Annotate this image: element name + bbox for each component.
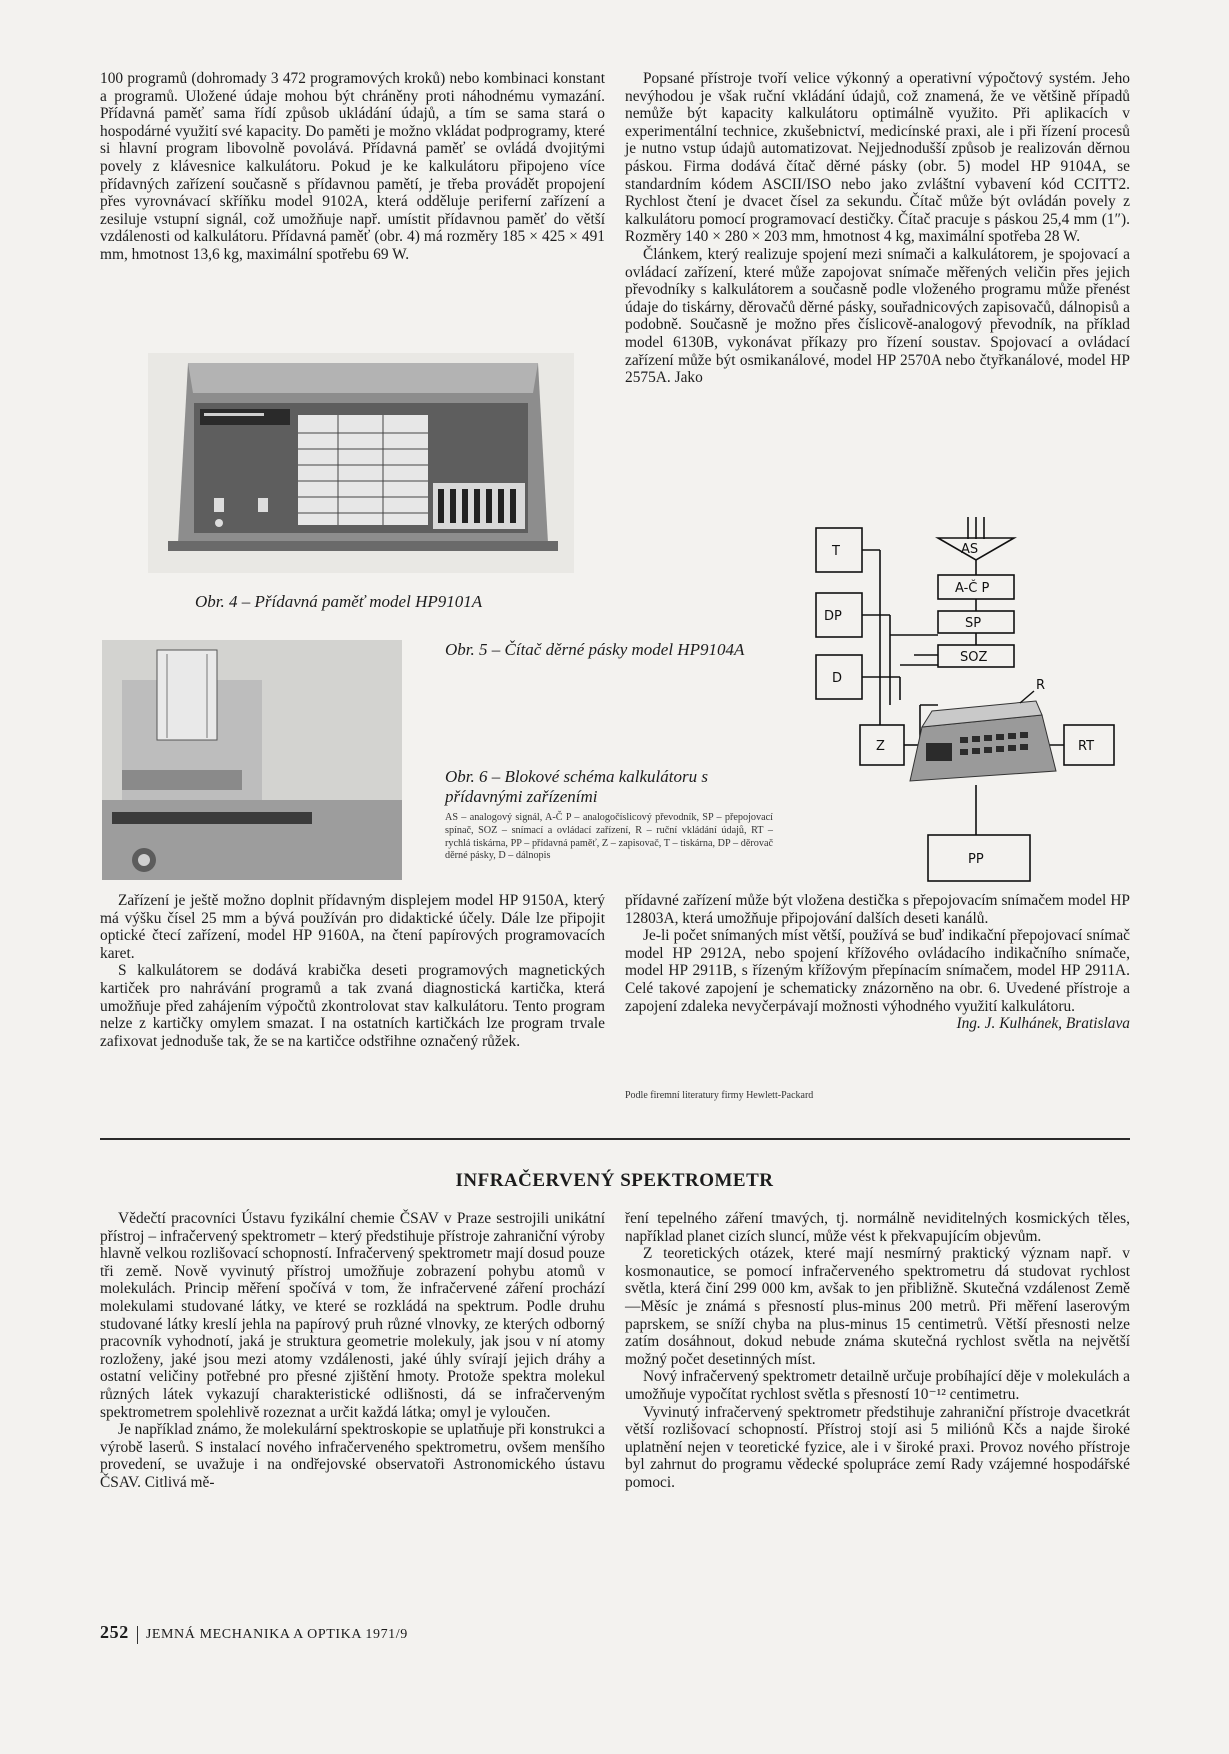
figure-4-caption: Obr. 4 – Přídavná paměť model HP9101A [195, 592, 483, 611]
paragraph: přídavné zařízení může být vložena destička s přepojovacím snímačem model HP 12803A, která umožňuje připojování dalších deseti kanálů. [625, 892, 1130, 927]
label-pp: PP [968, 852, 984, 867]
page-footer [100, 1622, 408, 1644]
paragraph: Vědečtí pracovníci Ústavu fyzikální chemie ČSAV v Praze sestrojili unikátní přístroj – infračervený spektrometr – který předstihuje přístroje zahraniční výroby hlavně velkou rozlišovací schopností. Infračervený spektrometr mají dosud pouze tři země. Nově vyvinutý přístroj umožňuje zobrazení pohybu atomů v molekulách. Princip měření spočívá v tom, že infračervené záření prochází molekulami studované látky, ve které se rozkládá na spektrum. Podle druhu studované látky kreslí jehla na papírový pruh různé vlnovky, ze kterých odborný pracovník vyhodnotí, jaká je struktura geometrie molekuly, jak jsou v ní atomy rozloženy, jaké jsou mezi atomy vzdálenosti, jaké úhly svírají jejich dráhy a ostatní veličiny potřebné pro přesné zjištění hmoty. Protože spektra molekul různých látek vykazují charakteristické odlišnosti, dá se infračerveným spektrometrem spolehlivě rozeznat a určit každá látka; omyl je vyloučen. [100, 1210, 605, 1421]
figure-5-photo [102, 640, 402, 880]
article2-left-column [100, 1210, 605, 1492]
footer-separator [137, 1626, 138, 1644]
figure-4-photo [148, 353, 574, 573]
block-diagram [810, 515, 1120, 885]
paragraph: Zařízení je ještě možno doplnit přídavným displejem model HP 9150A, který má výšku čísel 25 mm a bývá používán pro didaktické účely. Dále lze připojit optické čtecí zařízení, model HP 9160A, na čtení papírových programovacích karet. [100, 892, 605, 962]
label-soz: SOZ [960, 650, 988, 665]
paragraph: S kalkulátorem se dodává krabička deseti programových magnetických kartiček pro nahrávání programů a tak zvaná diagnostická kartička, která umožňuje před zahájením výpočtů zkontrolovat stav kalkulátoru. Tento program nelze z kartičky omylem smazat. I na ostatních kartičkách lze program trvale zafixovat jednoduše tak, že se na kartičce odstřihne označený růžek. [100, 962, 605, 1050]
paragraph: Nový infračervený spektrometr detailně určuje probíhající děje v molekulách a umožňuje vypočítat rychlost světla s přesností 10⁻¹² centimetru. [625, 1368, 1130, 1403]
figure-5-caption: Obr. 5 – Čítač děrné pásky model HP9104A [445, 640, 745, 659]
label-t: T [832, 544, 840, 559]
author-signature: Ing. J. Kulhánek, Bratislava [956, 1015, 1130, 1033]
paragraph: Je například známo, že molekulární spektroskopie se uplatňuje při konstrukci a výrobě laserů. S instalací nového infračerveného spektrometru, ovšem menšího provedení, se uvažuje i na ondřejovské observatoři Astronomického ústavu ČSAV. Citlivá mě- [100, 1421, 605, 1491]
source-credit: Podle firemní literatury firmy Hewlett-Packard [625, 1090, 814, 1101]
right-mid-column [625, 892, 1130, 1033]
label-d: D [832, 671, 843, 686]
paragraph: Je-li počet snímaných míst větší, používá se buď indikační přepojovací snímač model HP 2912A, nebo spojení křížového ovládacího indikačního snímače, model HP 2911B, s řízeným křížovým přepínacím snímačem, model HP 2911A. Celé takové zapojení je schematicky znázorněno na obr. 6. Uvedené přístroje a zapojení zdaleka nevyčerpávají možnosti výhodného využití kalkulátoru. [625, 927, 1130, 1015]
paragraph: ření tepelného záření tmavých, tj. normálně neviditelných kosmických těles, například planet cizích sluncí, může vést k překvapujícím objevům. [625, 1210, 1130, 1245]
article-title: INFRAČERVENÝ SPEKTROMETR [455, 1170, 774, 1191]
right-top-column [625, 70, 1130, 387]
label-dp: DP [824, 609, 842, 624]
paragraph: Vyvinutý infračervený spektrometr předstihuje zahraniční přístroje dvacetkrát větší rozlišovací schopností. Přístroj stojí asi 5 miliónů Kčs a najde široké uplatnění nejen v teoretické fyzice, ale i v široké praxi. Provoz nového přístroje byl zahrnut do programu vědecké spolupráce zemí Rady vzájemné hospodářské pomoci. [625, 1403, 1130, 1491]
label-ac-p: A-Č P [955, 581, 990, 596]
journal-name: JEMNÁ MECHANIKA A OPTIKA 1971/9 [145, 1627, 408, 1642]
label-rt: RT [1078, 739, 1095, 754]
paragraph: Z teoretických otázek, které mají nesmírný praktický význam např. v kosmonautice, se pomocí infračerveného spektrometru dá studovat rychlost světla, která činí 299 000 km, avšak to jen přibližně. Skutečná vzdálenost Země—Měsíc je známá s přesností plus-minus 200 metrů. Při měření laserovým paprskem, se sníží chyba na plus-minus 15 centimetrů. Větší přesnosti nelze zatím dosáhnout, dokud nebude známa skutečná rychlost světla na největší možný počet desetinných míst. [625, 1245, 1130, 1368]
label-r: R [1036, 678, 1046, 693]
left-mid-column [100, 892, 605, 1050]
figure-6-legend: AS – analogový signál, A-Č P – analogočíslicový převodník, SP – přepojovací spínač, SOZ – snímací a ovládací zařízení, R – ruční vkládání údajů, RT – rychlá tiskárna, PP – přídavná paměť, Z – zapisovač, T – tiskárna, DP – děrovač děrné pásky, D – dálnopis [445, 812, 773, 862]
page-number: 252 [100, 1622, 129, 1642]
left-top-column [100, 70, 605, 264]
article2-right-column [625, 1210, 1130, 1492]
figure-6-caption: Obr. 6 – Blokové schéma kalkulátoru s přídavnými zařízeními [445, 767, 708, 806]
paragraph: Článkem, který realizuje spojení mezi snímači a kalkulátorem, je spojovací a ovládací zařízení, které může zapojovat snímače měřených veličin přes jejich převodníky s kalkulátorem a současně podle vloženého programu může přenést údaje do tiskárny, děrovačů děrné pásky, souřadnicových zapisovačů, dálnopisů a podobně. Současně je možno přes číslicově-analogový převodník, na příklad model 6130B, vykonávat příkazy pro řízení soustav. Spojovací a ovládací zařízení může být osmikanálové, model HP 2570A nebo čtyřkanálové, model HP 2575A. Jako [625, 245, 1130, 387]
paragraph: Popsané přístroje tvoří velice výkonný a operativní výpočtový systém. Jeho nevýhodou je však ruční vkládání údajů, což znamená, že ve většině případů nemůže být kapacity kalkulátoru optimálně využito. Při aplikacích v experimentální technice, zkušebnictví, medicínské praxi, ale i při řízení procesů je nutno vstup údajů automatizovat. Nejjednodušší způsob je realizován děrnou páskou. Firma dodává čítač děrné pásky (obr. 5) model HP 9104A, se standardním kódem ASCII/ISO nebo jako zvláštní vybavení kód CCITT2. Rychlost čtení je dvacet čísel za sekundu. Čítač může být ovládán povely z kalkulátoru pomocí programovací destičky. Čítač pracuje s páskou 25,4 mm (1″). Rozměry 140 × 280 × 203 mm, hmotnost 4 kg, maximální spotřeba 28 W. [625, 70, 1130, 246]
label-as: AS [961, 542, 979, 557]
paragraph: 100 programů (dohromady 3 472 programových kroků) nebo kombinaci konstant a programů. Uložené údaje mohou být chráněny proti náhodnému vymazání. Přídavná paměť sama řídí způsob ukládání údajů, a tím se sama stará o hospodárné využití své kapacity. Do paměti je možno vkládat podprogramy, které si hlavní program libovolně povolává. Přídavná paměť se ovládá dvojitými povely z klávesnice kalkulátoru. Pokud je ke kalkulátoru připojeno více přídavných zařízení současně s přídavnou pamětí, je třeba provádět propojení přes vyrovnávací skříňku model 9102A, která odděluje periferní zařízení a zesiluje vstupní signál, což umožňuje např. umístit přídavnou paměť do větší vzdálenosti od kalkulátoru. Přídavná paměť (obr. 4) má rozměry 185 × 425 × 491 mm, hmotnost 13,6 kg, maximální spotřebu 69 W. [100, 70, 605, 263]
label-sp: SP [965, 616, 982, 631]
section-divider [100, 1138, 1130, 1140]
label-z: Z [876, 739, 885, 754]
